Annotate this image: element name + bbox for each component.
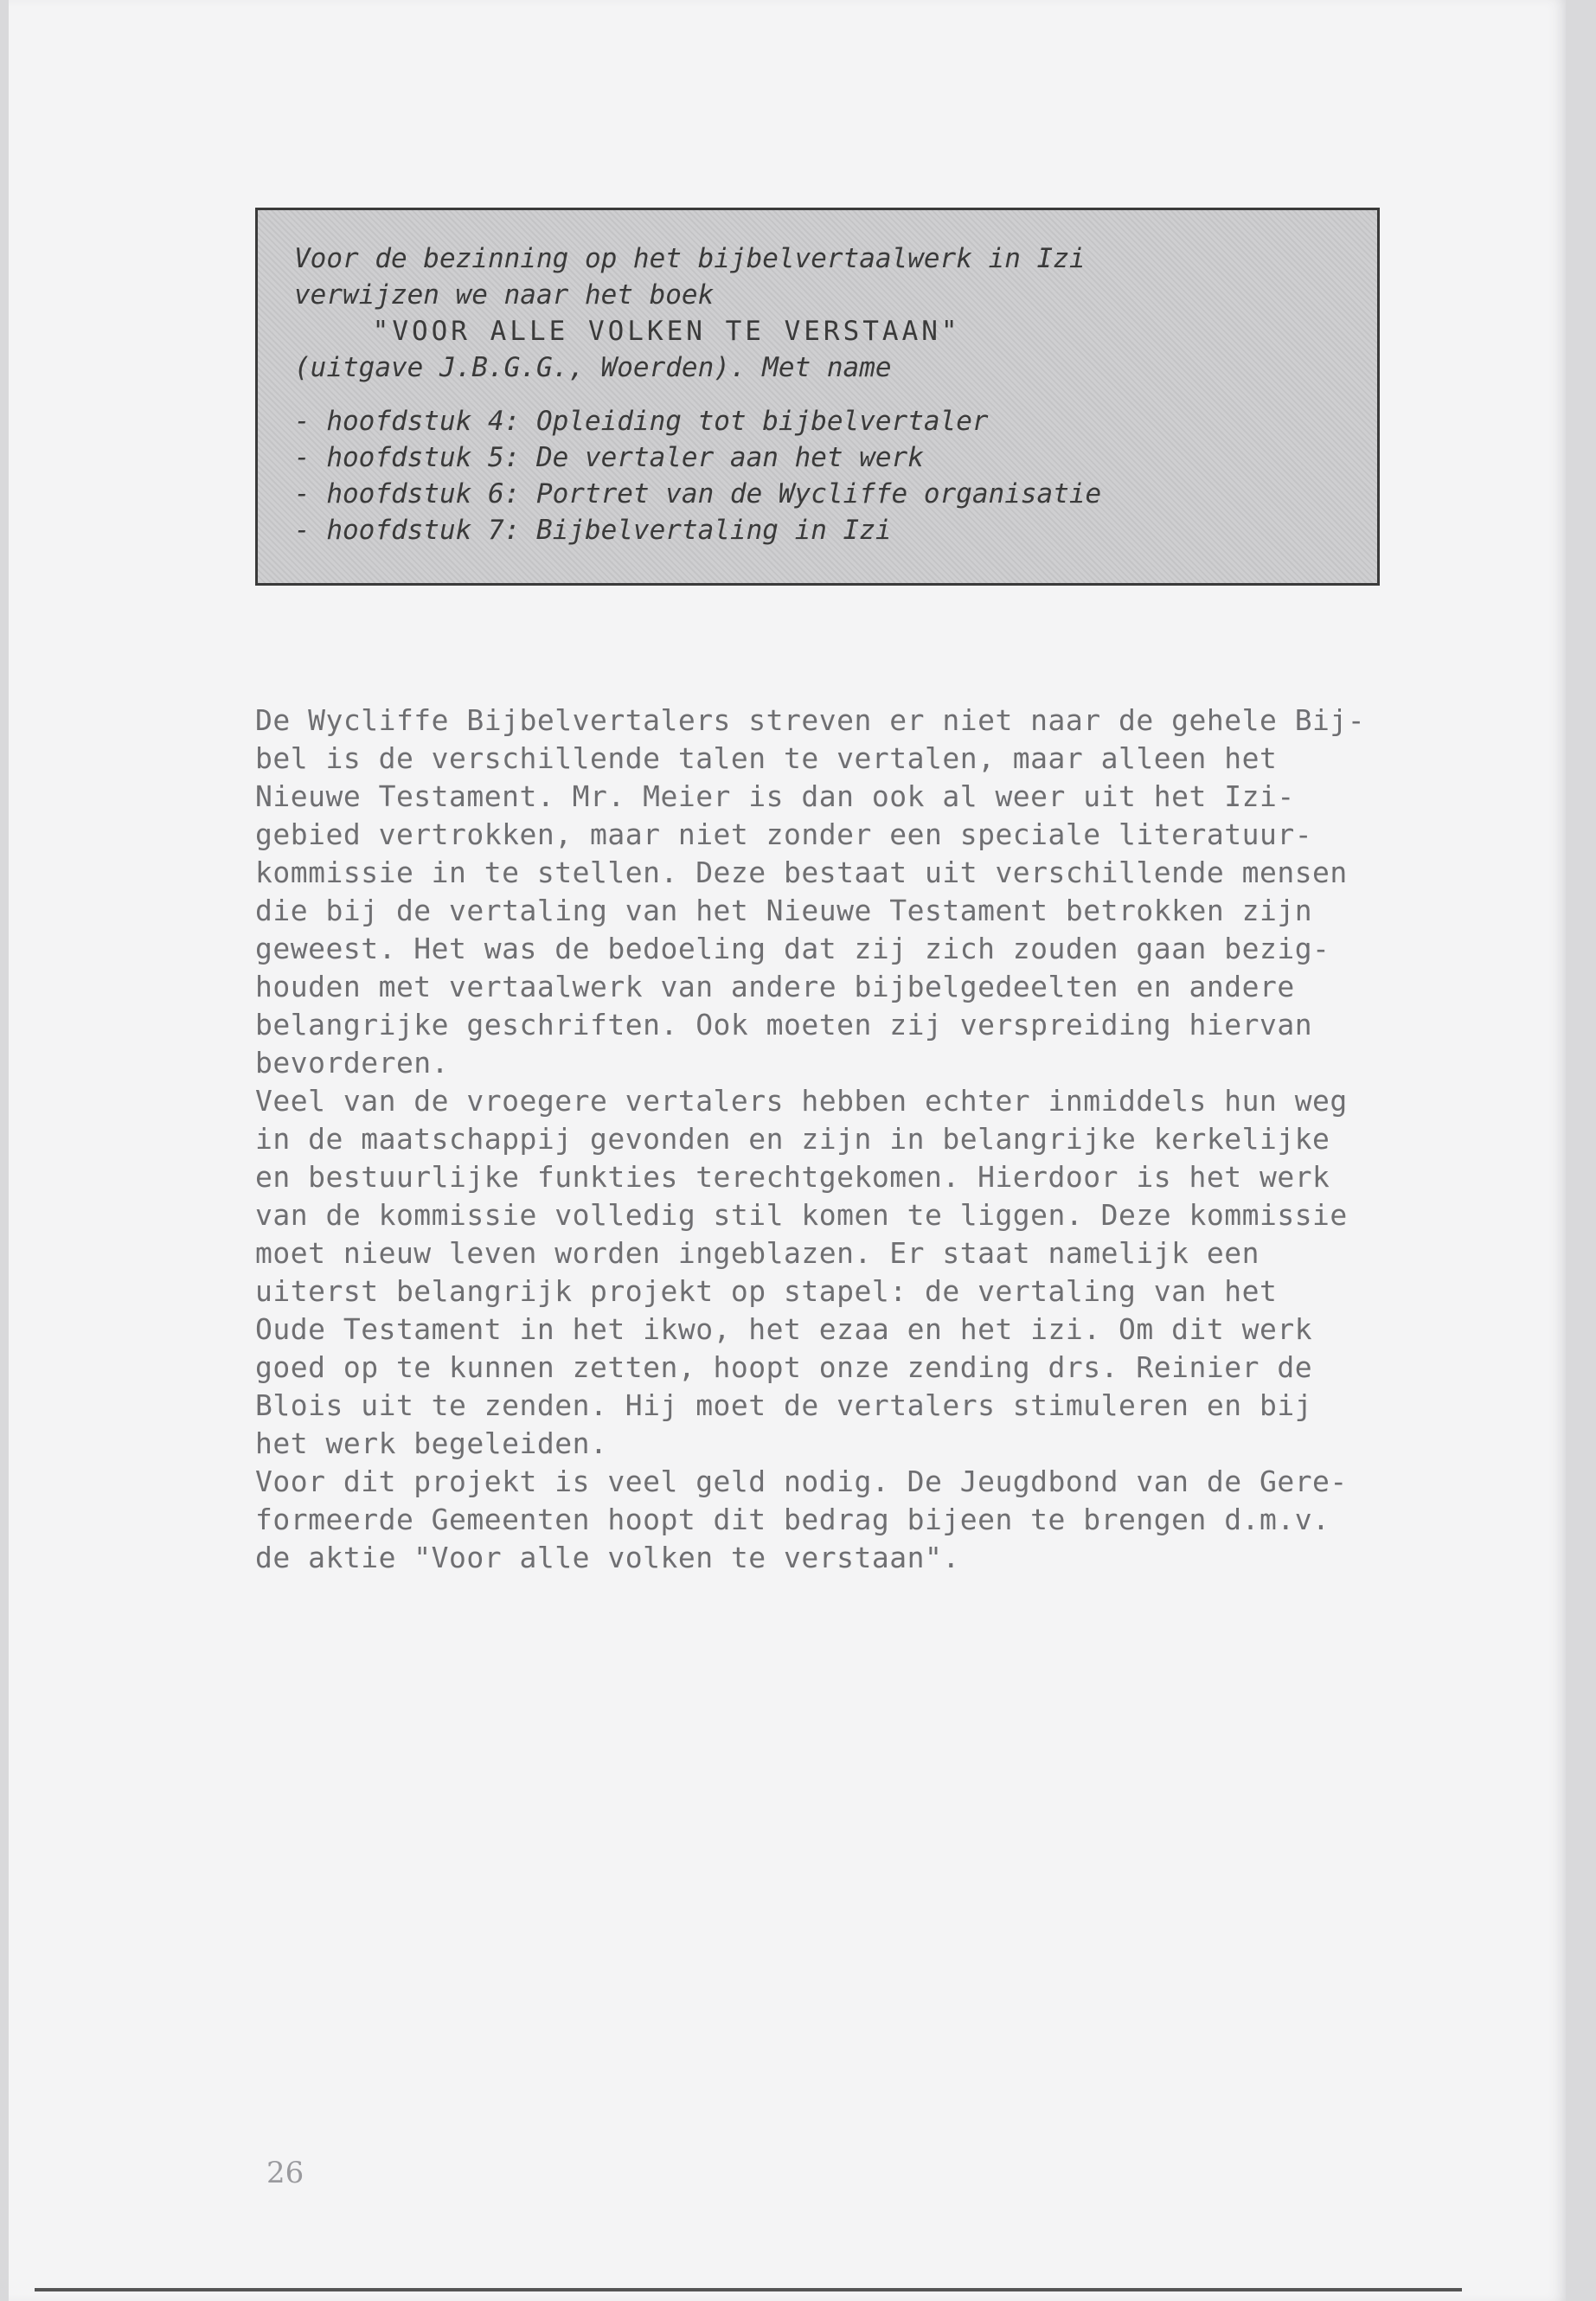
body-line: het werk begeleiden. — [255, 1426, 608, 1460]
body-line: Nieuwe Testament. Mr. Meier is dan ook al weer uit het Izi- — [255, 779, 1295, 813]
body-line: kommissie in te stellen. Deze bestaat uit verschillende mensen — [255, 856, 1348, 889]
body-line: Blois uit te zenden. Hij moet de vertalers stimuleren en bij — [255, 1388, 1313, 1422]
body-line: bevorderen. — [255, 1046, 450, 1080]
body-line: moet nieuw leven worden ingeblazen. Er staat namelijk een — [255, 1236, 1259, 1270]
body-line: formeerde Gemeenten hoopt dit bedrag bijeen te brengen d.m.v. — [255, 1503, 1330, 1536]
chapter-item: - hoofdstuk 7: Bijbelvertaling in Izi — [294, 515, 892, 546]
body-line: van de kommissie volledig stil komen te liggen. Deze kommissie — [255, 1198, 1348, 1232]
reference-box-text — [294, 240, 1384, 548]
body-line: Veel van de vroegere vertalers hebben echter inmiddels hun weg — [255, 1084, 1348, 1118]
body-line: geweest. Het was de bedoeling dat zij zich zouden gaan bezig- — [255, 932, 1330, 965]
box-intro-line: verwijzen we naar het boek — [294, 279, 715, 311]
body-line: belangrijke geschriften. Ook moeten zij verspreiding hiervan — [255, 1008, 1313, 1042]
chapter-item: - hoofdstuk 5: De vertaler aan het werk — [294, 442, 924, 473]
body-line: en bestuurlijke funkties terechtgekomen. Hierdoor is het werk — [255, 1160, 1330, 1194]
body-line: de aktie "Voor alle volken te verstaan". — [255, 1541, 960, 1574]
body-text — [255, 702, 1501, 1577]
body-line: in de maatschappij gevonden en zijn in belangrijke kerkelijke — [255, 1122, 1330, 1156]
body-line: Oude Testament in het ikwo, het ezaa en het izi. Om dit werk — [255, 1312, 1313, 1346]
book-title: "VOOR ALLE VOLKEN TE VERSTAAN" — [294, 316, 961, 347]
publisher-line: (uitgave J.B.G.G., Woerden). Met name — [294, 352, 892, 383]
chapter-item: - hoofdstuk 6: Portret van de Wycliffe organisatie — [294, 478, 1102, 510]
body-line: uiterst belangrijk projekt op stapel: de vertaling van het — [255, 1274, 1278, 1308]
body-line: Voor dit projekt is veel geld nodig. De Jeugdbond van de Gere- — [255, 1465, 1348, 1498]
body-line: goed op te kunnen zetten, hoopt onze zending drs. Reinier de — [255, 1350, 1313, 1384]
body-line: De Wycliffe Bijbelvertalers streven er niet naar de gehele Bij- — [255, 703, 1366, 737]
body-line: die bij de vertaling van het Nieuwe Testament betrokken zijn — [255, 894, 1313, 927]
chapter-item: - hoofdstuk 4: Opleiding tot bijbelvertaler — [294, 406, 989, 437]
body-line: gebied vertrokken, maar niet zonder een speciale literatuur- — [255, 817, 1313, 851]
page-number: 26 — [266, 2156, 304, 2190]
body-line: bel is de verschillende talen te vertalen, maar alleen het — [255, 741, 1278, 775]
body-line: houden met vertaalwerk van andere bijbelgedeelten en andere — [255, 970, 1295, 1003]
bottom-divider — [35, 2288, 1462, 2291]
box-intro-line: Voor de bezinning op het bijbelvertaalwerk in Izi — [294, 243, 1086, 274]
